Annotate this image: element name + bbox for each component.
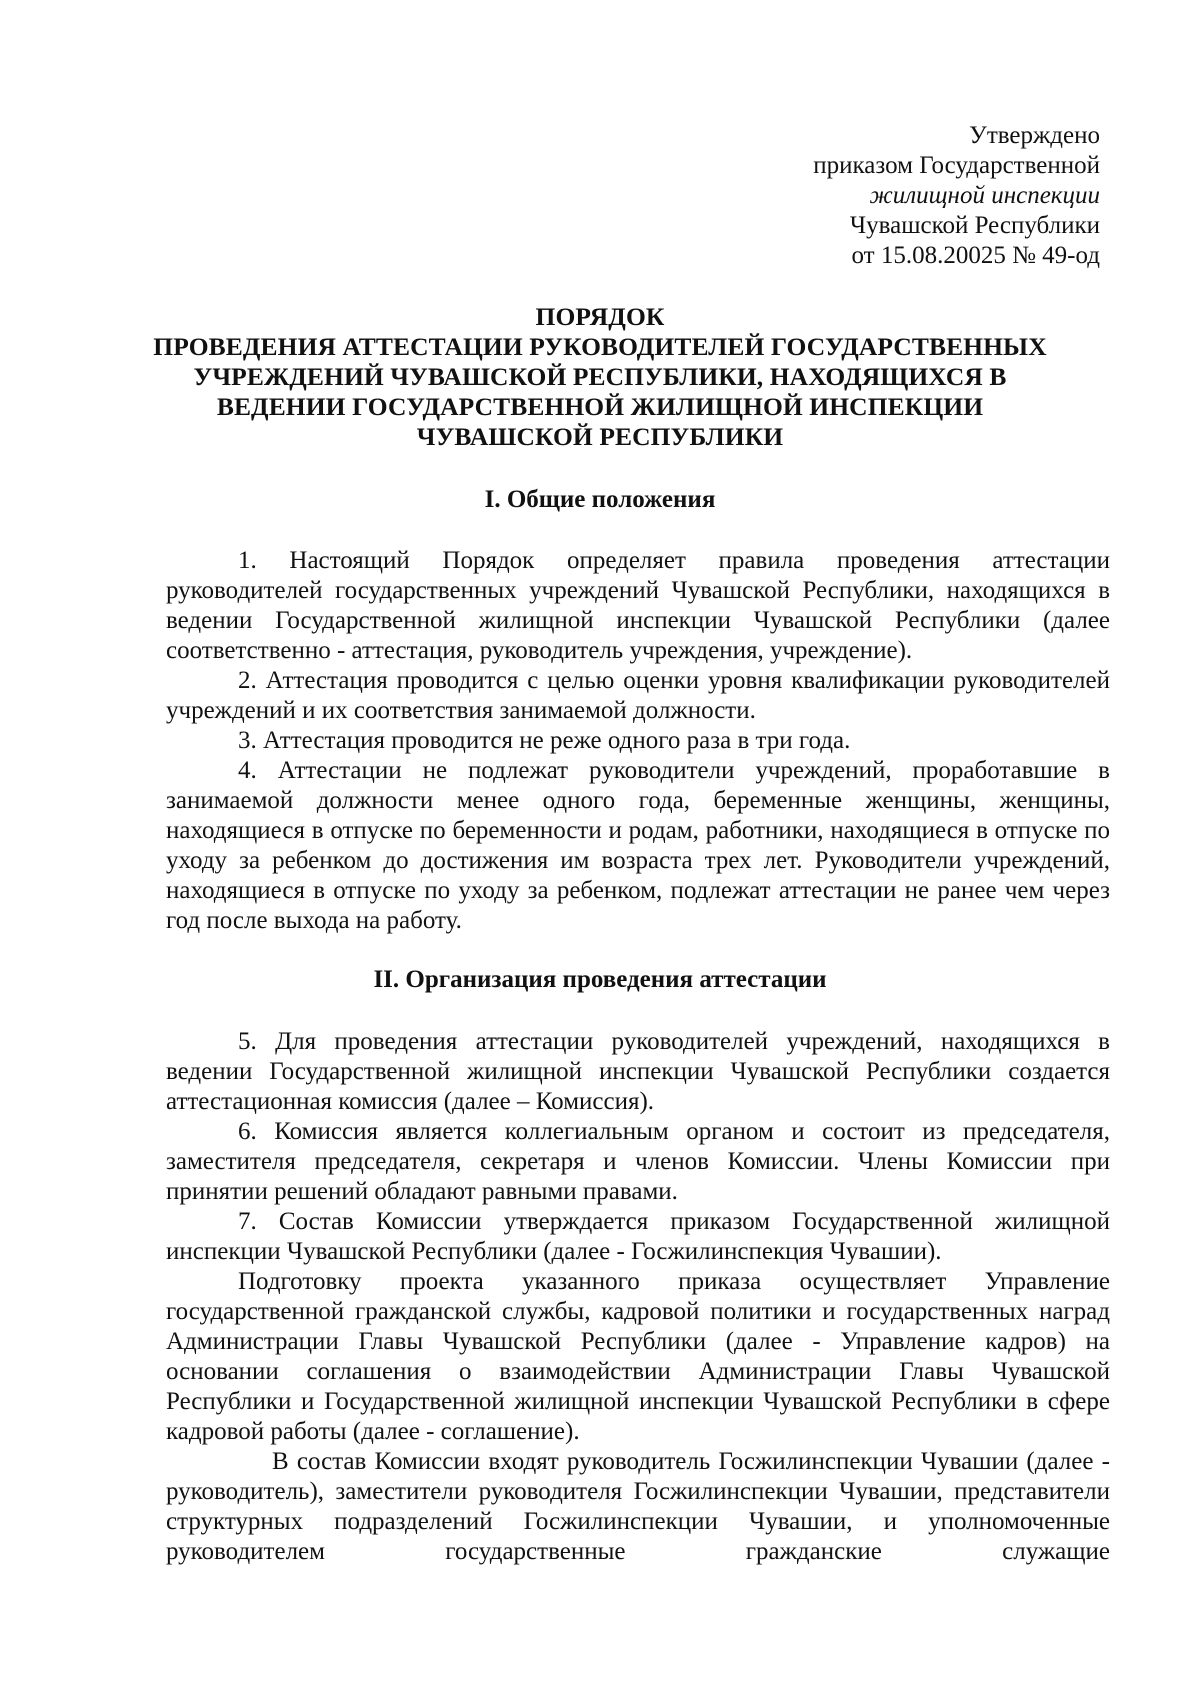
approval-line: приказом Государственной bbox=[813, 152, 1100, 179]
approval-line: от 15.08.20025 № 49-од bbox=[851, 242, 1100, 269]
approval-line: Утверждено bbox=[969, 122, 1100, 149]
paragraph: 1. Настоящий Порядок определяет правила проведения аттестации руководителей государственных учреждений Чувашской Республики, находящихся в ведении Государственной жилищной инспекции Чувашской Республики (далее соответственно - аттестация, руководитель учреждения, учреждение). bbox=[166, 547, 1110, 664]
title-line: ПРОВЕДЕНИЯ АТТЕСТАЦИИ РУКОВОДИТЕЛЕЙ ГОСУДАРСТВЕННЫХ bbox=[153, 332, 1047, 361]
section-heading: I. Общие положения bbox=[484, 486, 716, 513]
title-line: УЧРЕЖДЕНИЙ ЧУВАШСКОЙ РЕСПУБЛИКИ, НАХОДЯЩИХСЯ В bbox=[193, 362, 1007, 391]
paragraph: 3. Аттестация проводится не реже одного раза в три года. bbox=[238, 727, 851, 754]
document-title bbox=[0, 302, 1200, 452]
section-heading: II. Организация проведения аттестации bbox=[373, 966, 827, 993]
paragraph: 2. Аттестация проводится с целью оценки уровня квалификации руководителей учреждений и их соответствия занимаемой должности. bbox=[166, 667, 1110, 724]
paragraph: Подготовку проекта указанного приказа осуществляет Управление государственной гражданской службы, кадровой политики и государственных наград Администрации Главы Чувашской Республики (далее - Управление кадров) на основании соглашения о взаимодействии Администрации Главы Чувашской Республики и Государственной жилищной инспекции Чувашской Республики в сфере кадровой работы (далее - соглашение). bbox=[166, 1268, 1110, 1445]
approval-stamp bbox=[680, 121, 1100, 271]
paragraph: 7. Состав Комиссии утверждается приказом Государственной жилищной инспекции Чувашской Республики (далее - Госжилинспекция Чувашии). bbox=[166, 1208, 1110, 1265]
title-line: ПОРЯДОК bbox=[535, 302, 665, 331]
section-body bbox=[166, 1027, 1110, 1567]
approval-line: Чувашской Республики bbox=[849, 212, 1100, 239]
title-line: ВЕДЕНИИ ГОСУДАРСТВЕННОЙ ЖИЛИЩНОЙ ИНСПЕКЦИИ bbox=[216, 392, 984, 421]
paragraph: 5. Для проведения аттестации руководителей учреждений, находящихся в ведении Государственной жилищной инспекции Чувашской Республики создается аттестационная комиссия (далее – Комиссия). bbox=[166, 1028, 1110, 1115]
paragraph: В состав Комиссии входят руководитель Госжилинспекции Чувашии (далее - руководитель), заместители руководителя Госжилинспекции Чувашии, представители структурных подразделений Госжилинспекции Чувашии, и уполномоченные руководителем государственные гражданские служащие bbox=[166, 1448, 1110, 1565]
section-body bbox=[166, 546, 1110, 936]
paragraph: 6. Комиссия является коллегиальным органом и состоит из председателя, заместителя председателя, секретаря и членов Комиссии. Члены Комиссии при принятии решений обладают равными правами. bbox=[166, 1118, 1110, 1205]
paragraph: 4. Аттестации не подлежат руководители учреждений, проработавшие в занимаемой должности менее одного года, беременные женщины, женщины, находящиеся в отпуске по беременности и родам, работники, находящиеся в отпуске по уходу за ребенком до достижения им возраста трех лет. Руководители учреждений, находящиеся в отпуске по уходу за ребенком, подлежат аттестации не ранее чем через год после выхода на работу. bbox=[166, 757, 1110, 934]
title-line: ЧУВАШСКОЙ РЕСПУБЛИКИ bbox=[416, 422, 784, 451]
approval-line: жилищной инспекции bbox=[869, 182, 1100, 209]
